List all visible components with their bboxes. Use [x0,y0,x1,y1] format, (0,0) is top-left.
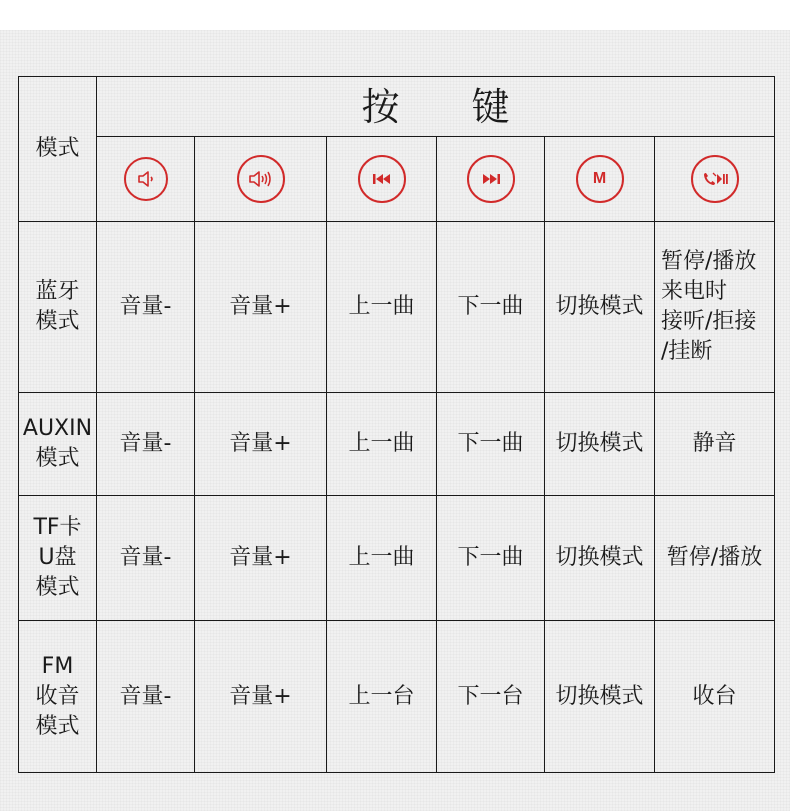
table-row [19,393,775,496]
play-call-cell: 暂停/播放 [655,496,775,621]
mode-switch-cell: 切换模式 [545,621,655,773]
table-row [19,222,775,393]
title-row [19,77,775,137]
volume-down-cell: 音量- [97,496,195,621]
volume-up-cell: 音量+ [195,393,327,496]
volume-down-icon [124,157,168,201]
previous-cell: 上一曲 [327,496,437,621]
mode-header: 模式 [19,77,97,222]
mode-cell: TF卡 U盘 模式 [19,496,97,621]
mode-cell: 蓝牙 模式 [19,222,97,393]
volume-up-cell: 音量+ [195,621,327,773]
next-cell: 下一曲 [437,496,545,621]
volume-up-cell: 音量+ [195,222,327,393]
volume-up-cell: 音量+ [195,496,327,621]
previous-track-icon [358,155,406,203]
keys-title: 按 键 [97,77,775,137]
mode-cell: FM 收音 模式 [19,621,97,773]
next-cell: 下一曲 [437,393,545,496]
volume-down-cell: 音量- [97,621,195,773]
next-cell: 下一曲 [437,222,545,393]
play-call-cell: 静音 [655,393,775,496]
previous-cell: 上一曲 [327,222,437,393]
previous-cell: 上一曲 [327,393,437,496]
previous-cell: 上一台 [327,621,437,773]
volume-down-cell: 音量- [97,222,195,393]
key-function-table [18,76,775,773]
table-row [19,496,775,621]
next-cell: 下一台 [437,621,545,773]
mode-switch-cell: 切换模式 [545,496,655,621]
icon-row [19,137,775,222]
next-track-icon [467,155,515,203]
volume-up-icon [237,155,285,203]
mode-switch-icon: M [576,155,624,203]
play-call-cell: 暂停/播放 来电时 接听/拒接 /挂断 [655,222,775,393]
play-call-cell: 收台 [655,621,775,773]
top-band [0,0,790,30]
call-play-pause-icon [691,155,739,203]
mode-switch-cell: 切换模式 [545,222,655,393]
table-row [19,621,775,773]
mode-switch-cell: 切换模式 [545,393,655,496]
mode-cell: AUXIN 模式 [19,393,97,496]
volume-down-cell: 音量- [97,393,195,496]
